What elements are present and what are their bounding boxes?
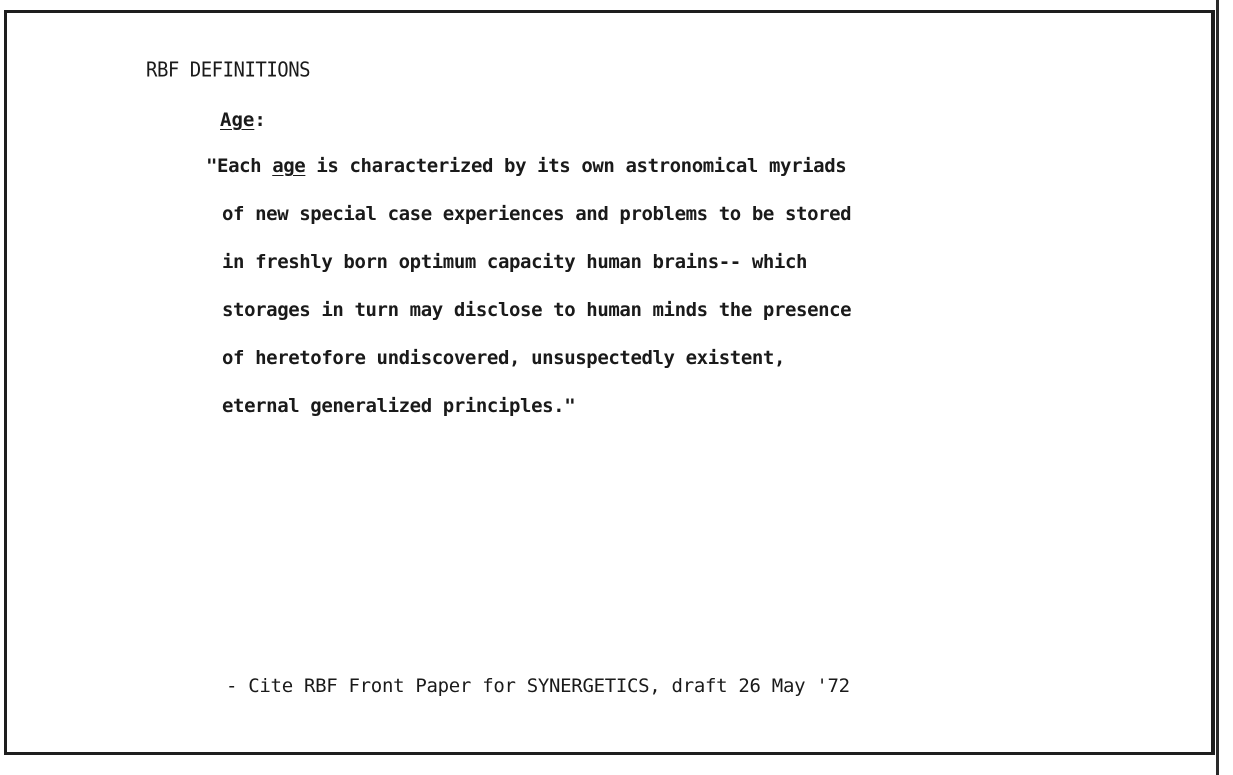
quote-term-age: age — [272, 155, 306, 177]
quote-line-2: of new special case experiences and problems to be stored — [222, 203, 852, 225]
quote-line-1-end: is characterized by its own astronomical myriads — [305, 155, 847, 177]
quote-line-6: eternal generalized principles." — [222, 395, 576, 417]
page-title: RBF DEFINITIONS — [146, 58, 311, 82]
definition-quote — [206, 150, 1106, 438]
quote-line-5: of heretofore undiscovered, unsuspectedly existent, — [222, 347, 785, 369]
quote-line-4: storages in turn may disclose to human minds the presence — [222, 299, 852, 321]
card-right-edge — [1216, 0, 1219, 775]
term-word: Age — [220, 109, 255, 131]
quote-line-1 — [206, 150, 1106, 198]
term-colon: : — [254, 109, 266, 131]
quote-line-3: in freshly born optimum capacity human brains-- which — [222, 251, 808, 273]
term-heading — [220, 109, 266, 131]
quote-line-1-start: "Each — [206, 155, 273, 177]
citation: - Cite RBF Front Paper for SYNERGETICS, draft 26 May '72 — [226, 675, 850, 697]
